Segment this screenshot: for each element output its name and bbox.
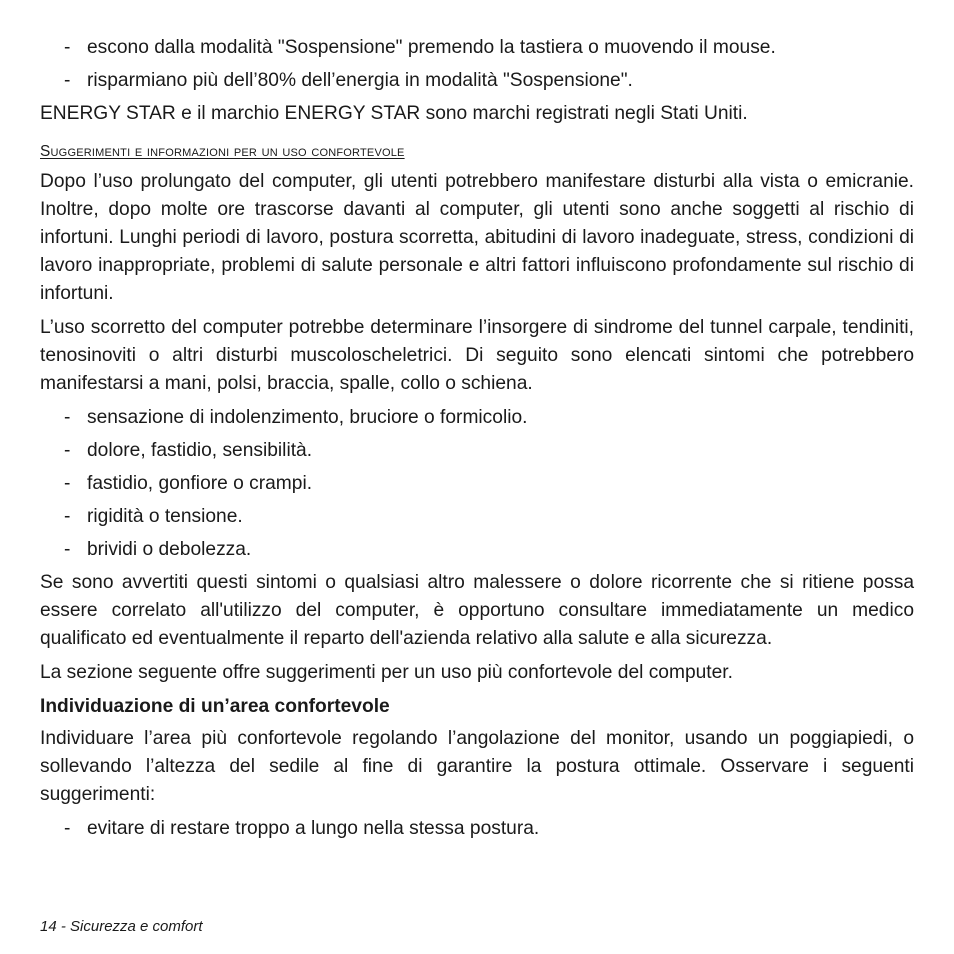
bullet-dash: - (64, 473, 71, 494)
bullet-dash: - (64, 440, 71, 461)
section-title: Suggerimenti e informazioni per un uso confortevole (40, 143, 405, 160)
list-item-text: sensazione di indolenzimento, bruciore o formicolio. (87, 407, 528, 428)
list-item-text: brividi o debolezza. (87, 539, 252, 560)
list-item (40, 34, 914, 62)
list-item (40, 536, 914, 564)
paragraph: La sezione seguente offre suggerimenti per un uso più confortevole del computer. (40, 662, 733, 683)
list-item (40, 67, 914, 95)
bullet-dash: - (64, 818, 71, 839)
energy-star-note: ENERGY STAR e il marchio ENERGY STAR sono marchi registrati negli Stati Uniti. (40, 103, 748, 124)
list-item (40, 503, 914, 531)
paragraph: L’uso scorretto del computer potrebbe determinare l’insorgere di sindrome del tunnel carpale, tendiniti, tenosinoviti o altri disturbi muscoloscheletrici. Di seguito sono elencati sintomi che potrebbero manifestarsi a mani, polsi, braccia, spalle, collo o schiena. (40, 317, 914, 394)
paragraph: Se sono avvertiti questi sintomi o qualsiasi altro malessere o dolore ricorrente che si ritiene possa essere correlato all'utilizzo del computer, è opportuno consultare immediatamente un medico qualificato ed eventualmente il reparto dell'azienda relativo alla salute e alla sicurezza. (40, 572, 914, 649)
bullet-dash: - (64, 70, 71, 91)
page-footer: 14 - Sicurezza e comfort (40, 918, 203, 935)
paragraph: Dopo l’uso prolungato del computer, gli utenti potrebbero manifestare disturbi alla vista o emicranie. Inoltre, dopo molte ore trascorse davanti al computer, gli utenti sono anche soggetti al rischio di infortuni. Lunghi periodi di lavoro, postura scorretta, abitudini di lavoro inadeguate, stress, condizioni di lavoro inappropriate, problemi di salute personale e altri fattori influiscono profondamente sul rischio di infortuni. (40, 171, 914, 304)
paragraph: Individuare l’area più confortevole regolando l’angolazione del monitor, usando un poggiapiedi, o sollevando l’altezza del sedile al fine di garantire la postura ottimale. Osservare i seguenti suggerimenti: (40, 728, 914, 805)
list-item (40, 815, 914, 843)
document-page (40, 34, 914, 848)
list-item-text: escono dalla modalità "Sospensione" premendo la tastiera o muovendo il mouse. (87, 37, 776, 58)
list-item-text: fastidio, gonfiore o crampi. (87, 473, 313, 494)
bullet-dash: - (64, 506, 71, 527)
list-item-text: dolore, fastidio, sensibilità. (87, 440, 313, 461)
list-item (40, 437, 914, 465)
list-item-text: evitare di restare troppo a lungo nella stessa postura. (87, 818, 540, 839)
bullet-dash: - (64, 37, 71, 58)
subheading: Individuazione di un’area confortevole (40, 696, 390, 717)
list-item (40, 470, 914, 498)
bullet-dash: - (64, 539, 71, 560)
list-item-text: risparmiano più dell’80% dell’energia in modalità "Sospensione". (87, 70, 633, 91)
bullet-dash: - (64, 407, 71, 428)
list-item (40, 404, 914, 432)
list-item-text: rigidità o tensione. (87, 506, 243, 527)
